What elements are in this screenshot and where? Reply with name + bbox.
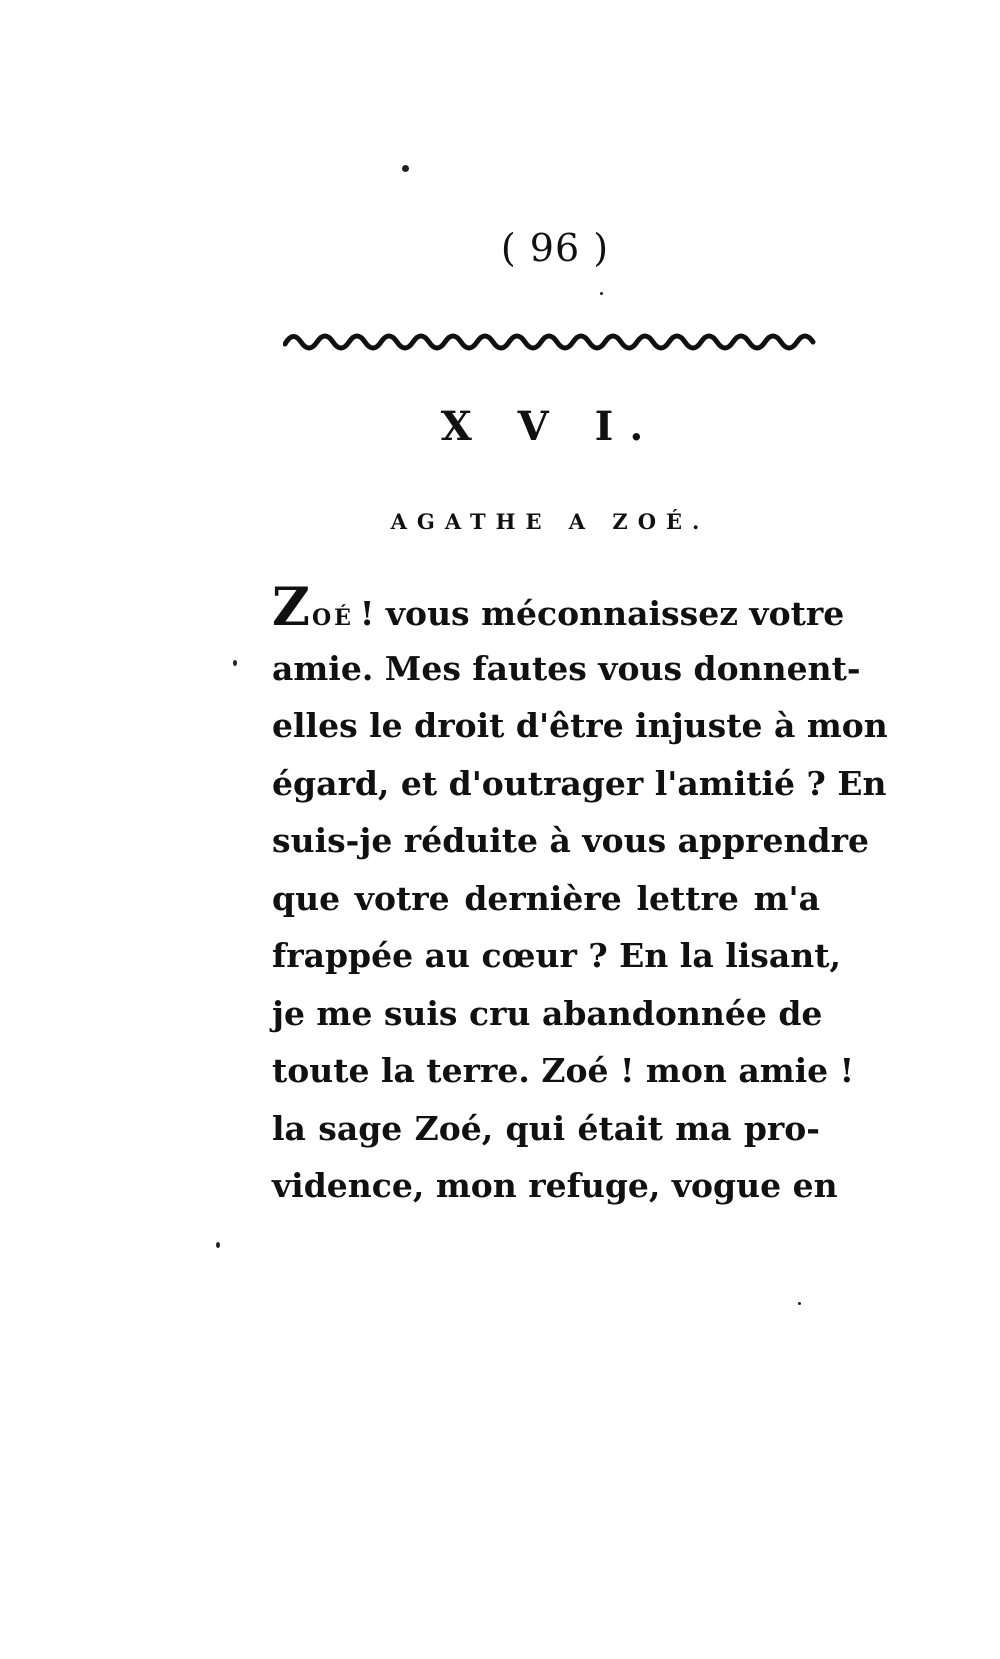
text-line-4: égard, et d'outrager l'amitié ? En: [272, 763, 887, 803]
text-line-8: je me suis cru abandonnée de: [272, 993, 823, 1033]
text-line-1-rest: ! vous méconnaissez votre: [359, 594, 845, 633]
ink-speck: [600, 292, 603, 295]
text-line-9: toute la terre. Zoé ! mon amie !: [272, 1051, 855, 1090]
text-line-6: que votre dernière lettre m'a: [272, 878, 820, 918]
drop-cap: Z: [272, 577, 310, 638]
drop-cap-smallcaps: OÉ: [311, 605, 354, 631]
text-line-10: la sage Zoé, qui était ma pro-: [272, 1108, 820, 1148]
wavy-rule-ornament: [283, 326, 823, 352]
text-line-3: elles le droit d'être injuste à mon: [272, 706, 888, 745]
ink-speck: [233, 660, 237, 666]
text-line-7: frappée au cœur ? En la lisant,: [272, 936, 841, 975]
chapter-numeral: X V I.: [440, 403, 660, 450]
text-line-2: amie. Mes fautes vous donnent-: [272, 648, 861, 688]
letter-body: [272, 577, 888, 1215]
letter-heading: AGATHE A ZOÉ.: [390, 509, 710, 534]
ink-speck: [216, 1242, 220, 1248]
ink-speck: [798, 1302, 801, 1305]
ink-speck: [402, 165, 409, 172]
text-line-11: vidence, mon refuge, vogue en: [272, 1166, 838, 1205]
text-line-1: [272, 577, 845, 640]
text-line-5: suis-je réduite à vous apprendre: [272, 821, 869, 860]
page-number: ( 96 ): [500, 226, 610, 270]
